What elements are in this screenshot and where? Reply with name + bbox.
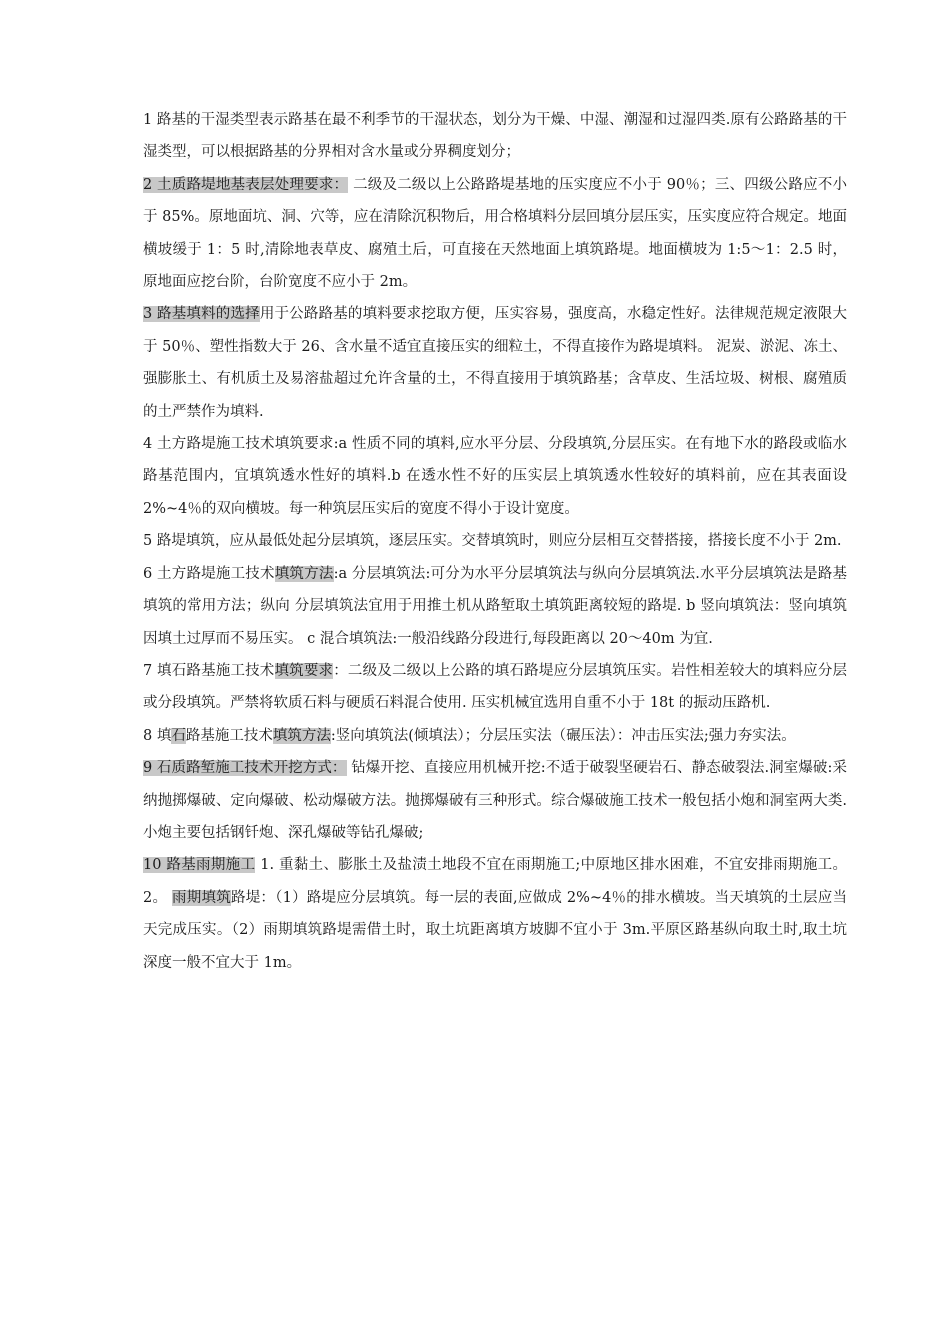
text-segment: 二级及二级以上公路路堤基地的压实度应不小于 90％；三、四级公路应不小于 85%。原地面坑、洞、穴等，应在清除沉积物后，用合格填料分层回填分层压实，压实度应符合规定。地面横坡缓于 1：5 时,清除地表草皮、腐殖土后，可直接在天然地面上填筑路堤。地面横坡为 1:5～1：2.5 时，原地面应挖台阶，台阶宽度不应小于 2m。 xyxy=(143,176,847,291)
paragraph-3 xyxy=(143,298,847,428)
paragraph-8 xyxy=(143,720,847,752)
paragraph-7 xyxy=(143,655,847,720)
highlighted-heading: 10 路基雨期施工 xyxy=(143,857,256,874)
paragraph-1 xyxy=(143,104,847,169)
text-segment: 钻爆开挖、直接应用机械开挖:不适于破裂坚硬岩石、静态破裂法.洞室爆破:采纳抛掷爆破、定向爆破、松动爆破方法。抛掷爆破有三种形式。综合爆破施工技术一般包括小炮和洞室两大类.小炮主要包括钢钎炮、深孔爆破等钻孔爆破; xyxy=(143,760,847,841)
paragraph-9 xyxy=(143,752,847,849)
text-segment: 路堤：（1）路堤应分层填筑。每一层的表面,应做成 2%~4％的排水横坡。当天填筑的土层应当天完成压实。（2）雨期填筑路堤需借土时，取土坑距离填方坡脚不宜小于 3m.平原区路基纵向取土时,取土坑深度一般不宜大于 1m。 xyxy=(143,889,847,971)
text-segment: :a 分层填筑法:可分为水平分层填筑法与纵向分层填筑法.水平分层填筑法是路基填筑的常用方法；纵向 分层填筑法宜用于用推土机从路堑取土填筑距离较短的路堤. b 竖向填筑法：竖向填筑因填土过厚而不易压实。 c 混合填筑法:一般沿线路分段进行,每段距离以 20～40m 为宜. xyxy=(143,565,847,647)
highlighted-term: 填筑方法 xyxy=(274,565,334,582)
text-segment: ：二级及二级以上公路的填石路堤应分层填筑压实。岩性相差较大的填料应分层或分段填筑。严禁将软质石料与硬质石料混合使用. 压实机械宜选用自重不小于 18t 的振动压路机. xyxy=(143,662,848,712)
highlighted-heading: 9 石质路堑施工技术开挖方式： xyxy=(143,760,347,777)
highlighted-term: 石 xyxy=(171,727,186,744)
highlighted-heading: 2 土质路堤地基表层处理要求： xyxy=(143,176,349,193)
paragraph-4 xyxy=(143,428,847,525)
highlighted-term: 雨期填筑 xyxy=(172,889,231,906)
text-segment: 4 土方路堤施工技术填筑要求:a 性质不同的填料,应水平分层、分段填筑,分层压实。在有地下水的路段或临水路基范围内，宜填筑透水性好的填料.b 在透水性不好的压实层上填筑透水性较好的填料前，应在其表面设 2%~4％的双向横坡。每一种筑层压实后的宽度不得小于设计宽度。 xyxy=(143,436,847,517)
text-segment: 路基施工技术 xyxy=(185,727,273,744)
highlighted-heading: 3 路基填料的选择 xyxy=(143,306,260,323)
text-segment: :竖向填筑法(倾填法）；分层压实法（碾压法）：冲击压实法;强力夯实法。 xyxy=(330,727,796,744)
paragraph-2 xyxy=(143,169,847,299)
text-segment: 1 路基的干湿类型表示路基在最不利季节的干湿状态，划分为干燥、中湿、潮湿和过湿四类.原有公路路基的干湿类型，可以根据路基的分界相对含水量或分界稠度划分； xyxy=(143,112,847,161)
paragraph-10 xyxy=(143,849,847,979)
text-segment: 1. 重黏土、膨胀土及盐渍土地段不宜在雨期施工;中原地区排水困难，不宜安排雨期施工。 2。 xyxy=(143,857,847,906)
highlighted-term: 填筑方法 xyxy=(272,727,331,744)
text-segment: 用于公路路基的填料要求挖取方便，压实容易，强度高，水稳定性好。法律规范规定液限大于 50％、塑性指数大于 26、含水量不适宜直接压实的细粒土，不得直接作为路堤填料。 泥炭、淤泥、冻土、强膨胀土、有机质土及易溶盐超过允许含量的土，不得直接用于填筑路基；含草皮、生活垃圾、树根、腐殖质的土严禁作为填料. xyxy=(143,306,847,420)
highlighted-term: 填筑要求 xyxy=(274,662,334,679)
paragraph-5 xyxy=(143,525,847,557)
text-segment: 8 填 xyxy=(143,727,172,744)
text-segment: 5 路堤填筑，应从最低处起分层填筑，逐层压实。交替填筑时，则应分层相互交替搭接，搭接长度不小于 2m. xyxy=(143,533,842,550)
document-body xyxy=(143,104,847,979)
text-segment: 6 土方路堤施工技术 xyxy=(143,565,275,582)
paragraph-6 xyxy=(143,558,847,655)
text-segment: 7 填石路基施工技术 xyxy=(143,662,275,679)
